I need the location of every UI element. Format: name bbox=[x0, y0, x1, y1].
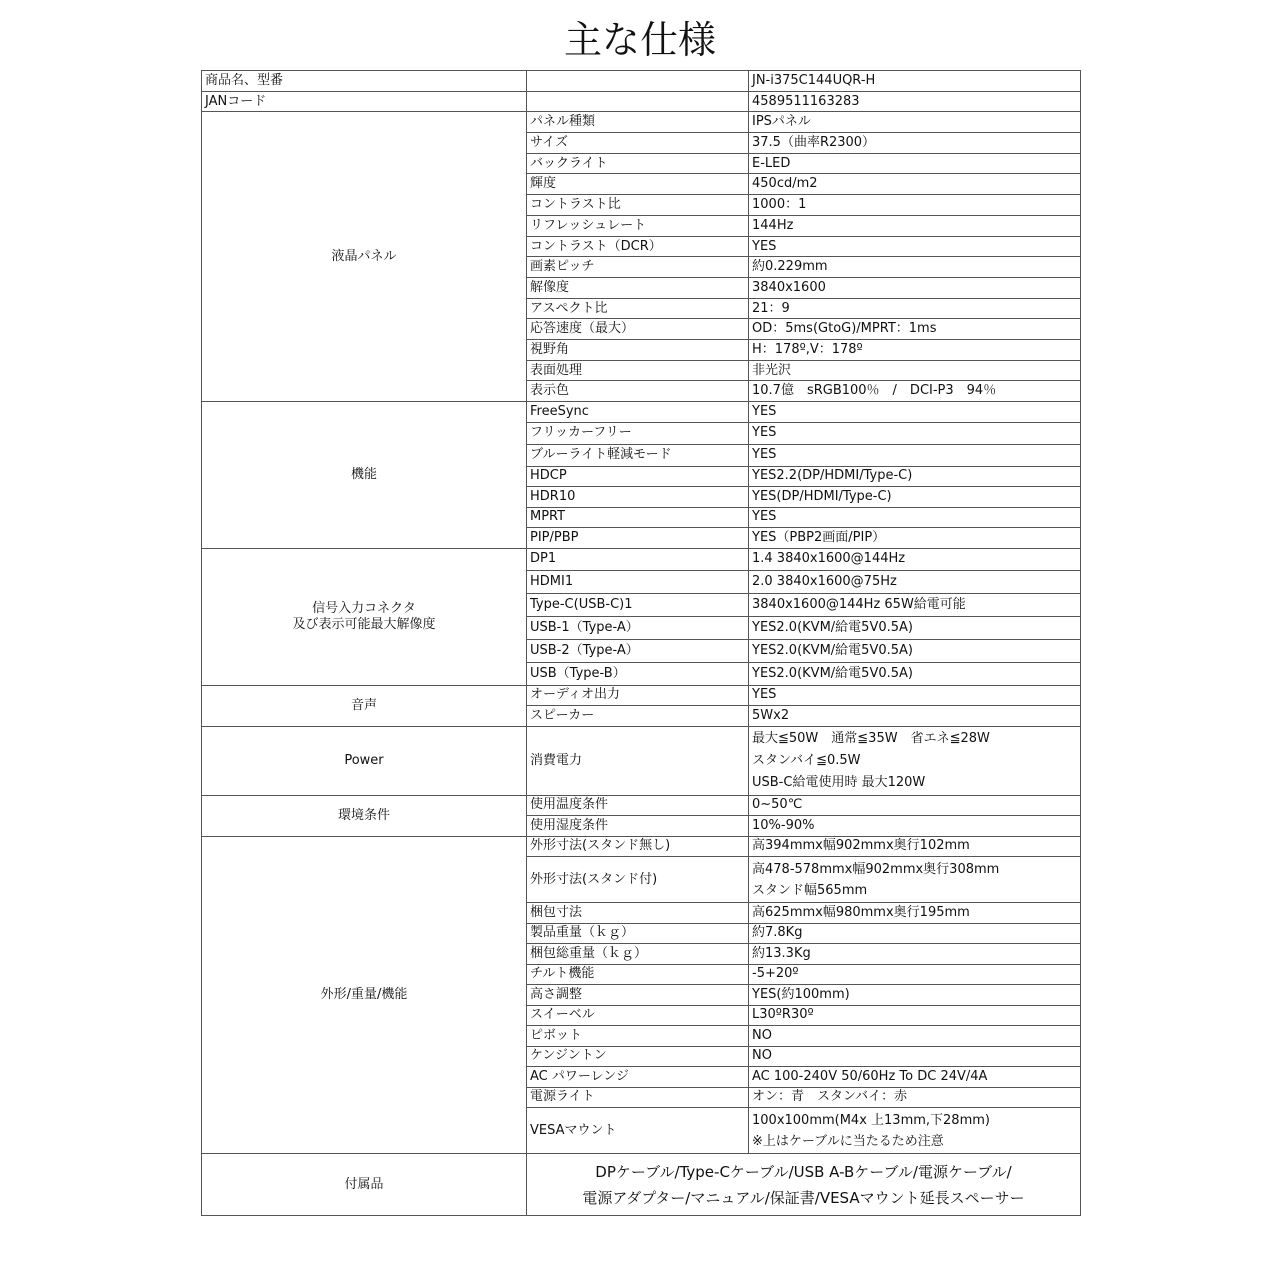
spec-value: IPSパネル bbox=[749, 112, 1081, 133]
group-label-physical: 外形/重量/機能 bbox=[202, 836, 527, 1154]
spec-value: 1.4 3840x1600@144Hz bbox=[749, 548, 1081, 570]
spec-value: NO bbox=[749, 1046, 1081, 1067]
spec-value bbox=[749, 857, 1081, 903]
spec-value: 高394mmx幅902mmx奥行102mm bbox=[749, 836, 1081, 857]
spec-value: YES bbox=[749, 402, 1081, 423]
spec-value: YES2.0(KVM/給電5V0.5A) bbox=[749, 616, 1081, 639]
spec-value: YES(DP/HDMI/Type-C) bbox=[749, 487, 1081, 508]
spec-label: バックライト bbox=[527, 153, 749, 174]
spec-value: 高625mmx幅980mmx奥行195mm bbox=[749, 903, 1081, 924]
group-label-accessories: 付属品 bbox=[202, 1154, 527, 1216]
spec-label: USB-2（Type-A） bbox=[527, 639, 749, 662]
spec-label: パネル種類 bbox=[527, 112, 749, 133]
spec-value: 10%-90% bbox=[749, 816, 1081, 837]
product-name-spacer bbox=[527, 71, 749, 92]
spec-row bbox=[202, 71, 1081, 92]
spec-label: 電源ライト bbox=[527, 1087, 749, 1108]
spec-value bbox=[749, 726, 1081, 795]
cell-line: 高478-578mmx幅902mmx奥行308mm bbox=[752, 861, 1000, 877]
group-label-inputs bbox=[202, 548, 527, 685]
spec-value: 約7.8Kg bbox=[749, 923, 1081, 944]
spec-value: -5+20º bbox=[749, 964, 1081, 985]
spec-value: 約0.229mm bbox=[749, 257, 1081, 278]
spec-row bbox=[202, 1154, 1081, 1216]
spec-row bbox=[202, 112, 1081, 133]
spec-label: 表面処理 bbox=[527, 360, 749, 381]
spec-value: YES bbox=[749, 236, 1081, 257]
spec-row bbox=[202, 91, 1081, 112]
spec-value: オン：青 スタンバイ：赤 bbox=[749, 1087, 1081, 1108]
spec-label: コントラスト比 bbox=[527, 195, 749, 216]
group-label-line: 信号入力コネクタ bbox=[312, 600, 416, 616]
spec-table bbox=[201, 70, 1081, 1216]
spec-label: AC パワーレンジ bbox=[527, 1067, 749, 1088]
page-title: 主な仕様 bbox=[563, 18, 716, 62]
spec-label: スピーカー bbox=[527, 706, 749, 727]
cell-line: USB-C給電使用時 最大120W bbox=[752, 774, 926, 790]
group-label-panel: 液晶パネル bbox=[202, 112, 527, 402]
cell-line: スタンバイ≦0.5W bbox=[752, 752, 861, 768]
cell-line: DPケーブル/Type-Cケーブル/USB A-Bケーブル/電源ケーブル/ bbox=[595, 1162, 1012, 1181]
spec-row bbox=[202, 795, 1081, 816]
spec-label: ブルーライト軽減モード bbox=[527, 444, 749, 466]
spec-row bbox=[202, 548, 1081, 570]
spec-label: 外形寸法(スタンド付) bbox=[527, 857, 749, 903]
spec-label: HDR10 bbox=[527, 487, 749, 508]
group-label-features: 機能 bbox=[202, 402, 527, 549]
product-name-value: JN-i375C144UQR-H bbox=[749, 71, 1081, 92]
group-label-power: Power bbox=[202, 726, 527, 795]
spec-value: 約13.3Kg bbox=[749, 944, 1081, 965]
spec-label: 梱包寸法 bbox=[527, 903, 749, 924]
spec-label: 表示色 bbox=[527, 381, 749, 402]
spec-value: 37.5（曲率R2300） bbox=[749, 133, 1081, 154]
spec-value: YES2.0(KVM/給電5V0.5A) bbox=[749, 662, 1081, 685]
spec-label: オーディオ出力 bbox=[527, 685, 749, 706]
product-name-label: 商品名、型番 bbox=[202, 71, 527, 92]
spec-value: 144Hz bbox=[749, 215, 1081, 236]
cell-line: スタンド幅565mm bbox=[752, 882, 868, 898]
spec-label: コントラスト（DCR） bbox=[527, 236, 749, 257]
spec-value: YES2.0(KVM/給電5V0.5A) bbox=[749, 639, 1081, 662]
spec-row bbox=[202, 836, 1081, 857]
spec-label: 応答速度（最大） bbox=[527, 319, 749, 340]
spec-label: USB-1（Type-A） bbox=[527, 616, 749, 639]
cell-line: 最大≦50W 通常≦35W 省エネ≦28W bbox=[752, 730, 990, 746]
spec-value: OD：5ms(GtoG)/MPRT：1ms bbox=[749, 319, 1081, 340]
group-label-audio: 音声 bbox=[202, 685, 527, 726]
spec-label: PIP/PBP bbox=[527, 528, 749, 549]
spec-value bbox=[749, 1108, 1081, 1154]
spec-value: 21：9 bbox=[749, 298, 1081, 319]
spec-value: NO bbox=[749, 1026, 1081, 1047]
group-label-line: 及び表示可能最大解像度 bbox=[292, 616, 436, 632]
jan-code-value: 4589511163283 bbox=[749, 91, 1081, 112]
spec-label: スイーベル bbox=[527, 1005, 749, 1026]
spec-value: H：178º,V：178º bbox=[749, 339, 1081, 360]
cell-line: ※上はケーブルに当たるため注意 bbox=[752, 1133, 944, 1149]
spec-label: 製品重量（ｋｇ） bbox=[527, 923, 749, 944]
spec-label: 梱包総重量（ｋｇ） bbox=[527, 944, 749, 965]
spec-value: YES bbox=[749, 507, 1081, 528]
spec-row bbox=[202, 726, 1081, 795]
spec-label: フリッカーフリー bbox=[527, 422, 749, 444]
spec-label: チルト機能 bbox=[527, 964, 749, 985]
spec-value: YES2.2(DP/HDMI/Type-C) bbox=[749, 466, 1081, 487]
jan-code-spacer bbox=[527, 91, 749, 112]
spec-value: YES bbox=[749, 422, 1081, 444]
spec-value: 450cd/m2 bbox=[749, 174, 1081, 195]
spec-label: ケンジントン bbox=[527, 1046, 749, 1067]
spec-value: 5Wx2 bbox=[749, 706, 1081, 727]
spec-row bbox=[202, 402, 1081, 423]
spec-value: E-LED bbox=[749, 153, 1081, 174]
spec-value: YES bbox=[749, 444, 1081, 466]
spec-value: 3840x1600 bbox=[749, 277, 1081, 298]
spec-row bbox=[202, 685, 1081, 706]
spec-label: リフレッシュレート bbox=[527, 215, 749, 236]
accessories-value bbox=[527, 1154, 1081, 1216]
spec-label: 画素ピッチ bbox=[527, 257, 749, 278]
spec-value: 1000：1 bbox=[749, 195, 1081, 216]
cell-line: 電源アダプター/マニュアル/保証書/VESAマウント延長スペーサー bbox=[582, 1188, 1025, 1207]
spec-value: 3840x1600@144Hz 65W給電可能 bbox=[749, 593, 1081, 616]
spec-label: USB（Type-B） bbox=[527, 662, 749, 685]
jan-code-label: JANコード bbox=[202, 91, 527, 112]
spec-label: Type-C(USB-C)1 bbox=[527, 593, 749, 616]
spec-label: 視野角 bbox=[527, 339, 749, 360]
spec-label: DP1 bbox=[527, 548, 749, 570]
cell-line: 100x100mm(M4x 上13mm,下28mm) bbox=[752, 1112, 990, 1128]
spec-value: 10.7億 sRGB100％ / DCI-P3 94％ bbox=[749, 381, 1081, 402]
spec-value: YES bbox=[749, 685, 1081, 706]
spec-value: YES(約100mm) bbox=[749, 985, 1081, 1006]
spec-value: 2.0 3840x1600@75Hz bbox=[749, 570, 1081, 593]
spec-value: 非光沢 bbox=[749, 360, 1081, 381]
spec-value: YES（PBP2画面/PIP） bbox=[749, 528, 1081, 549]
spec-label: 使用温度条件 bbox=[527, 795, 749, 816]
spec-value: 0~50℃ bbox=[749, 795, 1081, 816]
spec-label: VESAマウント bbox=[527, 1108, 749, 1154]
spec-label: MPRT bbox=[527, 507, 749, 528]
spec-label: HDCP bbox=[527, 466, 749, 487]
group-label-environment: 環境条件 bbox=[202, 795, 527, 836]
spec-label: 外形寸法(スタンド無し) bbox=[527, 836, 749, 857]
spec-value: AC 100-240V 50/60Hz To DC 24V/4A bbox=[749, 1067, 1081, 1088]
spec-label: ピボット bbox=[527, 1026, 749, 1047]
spec-label: アスペクト比 bbox=[527, 298, 749, 319]
spec-label: 輝度 bbox=[527, 174, 749, 195]
spec-label: 使用湿度条件 bbox=[527, 816, 749, 837]
spec-value: L30ºR30º bbox=[749, 1005, 1081, 1026]
spec-label: HDMI1 bbox=[527, 570, 749, 593]
spec-label: 高さ調整 bbox=[527, 985, 749, 1006]
spec-label: サイズ bbox=[527, 133, 749, 154]
spec-label: 解像度 bbox=[527, 277, 749, 298]
spec-label: FreeSync bbox=[527, 402, 749, 423]
spec-label: 消費電力 bbox=[527, 726, 749, 795]
